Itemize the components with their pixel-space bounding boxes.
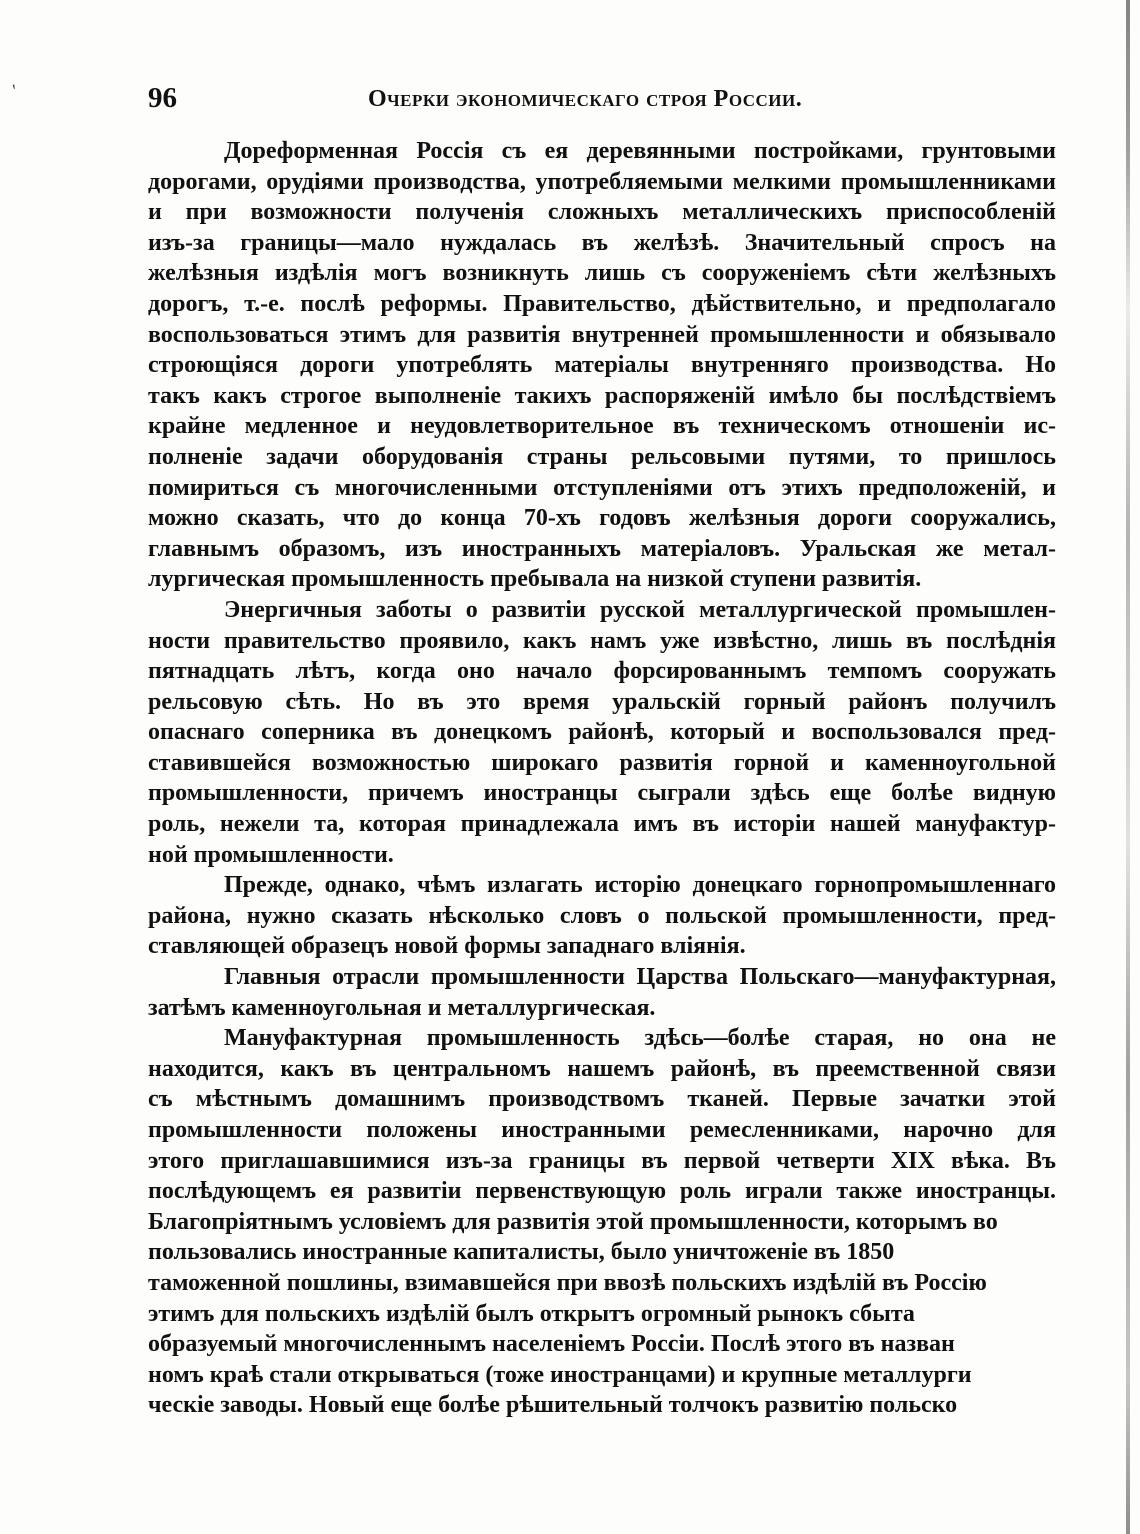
text-line: этимъ для польскихъ издѣлій былъ открытъ огромный рынокъ сбыта [148,1300,915,1327]
text-line: полненіе задачи оборудованія страны рельсовыми путями, то пришлось [148,443,1056,470]
text-line: изъ-за границы—мало нуждалась въ желѣзѣ. Значительный спросъ на [148,229,1056,256]
text-line: находится, какъ въ центральномъ нашемъ районѣ, въ преемственной связи [148,1055,1056,1082]
text-line: съ мѣстнымъ домашнимъ производствомъ тканей. Первые зачатки этой [148,1086,1056,1113]
text-line: Благопріятнымъ условіемъ для развитія этой промышленности, которымъ во [148,1208,998,1235]
text-line: Энергичныя заботы о развитіи русской металлургической промышлен- [224,596,1056,623]
text-line: желѣзныя издѣлія могъ возникнуть лишь съ сооруженіемъ сѣти желѣзныхъ [148,260,1056,287]
text-line: Мануфактурная промышленность здѣсь—болѣе старая, но она не [224,1025,1056,1052]
text-line: таможенной пошлины, взимавшейся при ввозѣ польскихъ издѣлій въ Россію [148,1269,987,1296]
text-line: воспользоваться этимъ для развитія внутренней промышленности и обязывало [148,321,1056,348]
text-line: ставившейся возможностью широкаго развитія горной и каменноугольной [148,749,1056,776]
text-line: промышленности положены иностранными ремесленниками, нарочно для [148,1117,1056,1143]
text-line: пользовались иностранные капиталисты, было уничтоженіе въ 1850 [148,1239,895,1266]
text-line: рельсовую сѣть. Но въ это время уральскій горный районъ получилъ [148,688,1056,715]
text-line: Прежде, однако, чѣмъ излагать исторію донецкаго горнопромышленнаго [224,872,1056,899]
text-line: строющіяся дороги употреблять матеріалы внутренняго производства. Но [148,352,1056,379]
text-line: лургическая промышленность пребывала на низкой ступени развитія. [148,566,922,593]
text-line: ставляющей образецъ новой формы западнаго вліянія. [148,933,746,960]
text-line: затѣмъ каменноугольная и металлургическая. [148,994,656,1021]
page-number: 96 [148,82,177,114]
text-line: пятнадцать лѣтъ, когда оно начало форсированнымъ темпомъ сооружать [148,658,1056,685]
text-line: можно сказать, что до конца 70-хъ годовъ желѣзныя дороги сооружались, [148,505,1056,532]
scan-edge-shadow [1126,0,1130,1534]
scan-mark: ′ [9,80,22,100]
body-text [148,136,1056,1421]
text-line: такъ какъ строгое выполненіе такихъ распоряженій имѣло бы послѣдствіемъ [148,382,1056,409]
text-line: и при возможности полученія сложныхъ металлическихъ приспособленій [148,199,1056,226]
running-title: Очерки экономическаго строя России. [368,86,803,112]
text-line: роль, нежели та, которая принадлежала имъ въ исторіи нашей мануфактур- [148,811,1056,838]
text-line: образуемый многочисленнымъ населеніемъ Россіи. Послѣ этого въ назван [148,1331,955,1358]
text-line: дорогъ, т.-е. послѣ реформы. Правительство, дѣйствительно, и предполагало [148,290,1056,317]
text-line: ности правительство проявило, какъ намъ уже извѣстно, лишь въ послѣднія [148,627,1056,654]
text-line: номъ краѣ стали открываться (тоже иностранцами) и крупные металлурги [148,1361,972,1388]
text-line: дорогами, орудіями производства, употребляемыми мелкими промышленниками [148,168,1056,195]
text-line: опаснаго соперника въ донецкомъ районѣ, который и воспользовался пред- [148,719,1056,746]
text-line: района, нужно сказать нѣсколько словъ о польской промышленности, пред- [148,902,1056,929]
text-line: промышленности, причемъ иностранцы сыграли здѣсь еще болѣе видную [148,780,1056,807]
text-line: Главныя отрасли промышленности Царства Польскаго—мануфактурная, [224,964,1056,991]
text-line: помириться съ многочисленными отступленіями отъ этихъ предположеній, и [148,474,1056,501]
text-line: крайне медленное и неудовлетворительное въ техническомъ отношеніи ис- [148,413,1056,440]
text-line: главнымъ образомъ, изъ иностранныхъ матеріаловъ. Уральская же метал- [148,535,1056,562]
text-line: ной промышленности. [148,841,394,868]
text-line: Дореформенная Россія съ ея деревянными постройками, грунтовыми [224,138,1056,164]
text-line: этого приглашавшимися изъ-за границы въ первой четверти XIX вѣка. Въ [148,1147,1056,1174]
text-line: ческіе заводы. Новый еще болѣе рѣшительный толчокъ развитію польско [148,1392,958,1419]
text-line: послѣдующемъ ея развитіи первенствующую роль играли также иностранцы. [148,1178,1056,1205]
